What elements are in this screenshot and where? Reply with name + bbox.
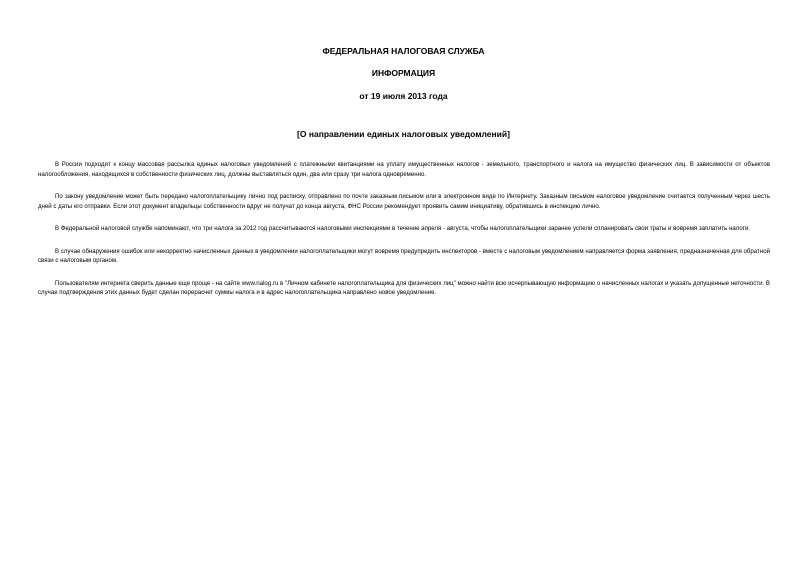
document-type: ИНФОРМАЦИЯ: [371, 68, 436, 78]
paragraph: В Федеральной налоговой службе напоминают, что три налога за 2012 год рассчитываются налоговыми инспекциями в течение апреля - августа, чтобы налогоплательщики заранее успели спланировать свои траты и вовремя заплатить налоги.: [55, 225, 751, 232]
document-subject: [О направлении единых налоговых уведомлений]: [297, 129, 510, 139]
paragraph: В России подходит к концу массовая рассылка единых налоговых уведомлений с платежными квитанциями на уплату имущественных налогов - земельного, транспортного и налога на имущество физических лиц. В зависимости от объектов налогообложения, находящихся в собственности физических лиц, должны выставляться один, два или сразу три налога одновременно.: [38, 161, 770, 178]
organization-title: ФЕДЕРАЛЬНАЯ НАЛОГОВАЯ СЛУЖБА: [322, 46, 485, 56]
document-body: [38, 160, 770, 311]
paragraph: По закону уведомление может быть передано налогоплательщику лично под расписку, отправлено по почте заказным письмом или в электронном виде по Интернету. Заказным письмом налоговое уведомление считается полученным через шесть дней с даты его отправки. Если этот документ владельцы собственности вдруг не получат до конца августа, ФНС России рекомендует проявить самим инициативу, обратившись в инспекцию лично.: [38, 193, 770, 210]
paragraph: Пользователям интернета сверить данные еще проще - на сайте www.nalog.ru в "Личном кабинете налогоплательщика для физических лиц" можно найти всю исчерпывающую информацию о начисленных налогах и указать допущенные неточности. В случае подтверждения этих данных будет сделан перерасчет суммы налога и в адрес налогоплательщика направлено новое уведомление.: [38, 279, 770, 296]
document-date: от 19 июля 2013 года: [359, 91, 448, 101]
paragraph: В случае обнаружения ошибок или некорректно начисленных данных в уведомлении налогоплательщики могут вовремя предупредить инспекторов - вместе с налоговым уведомлением направляется форма заявления, предназначенная для обратной связи с налоговым органом.: [38, 247, 770, 264]
